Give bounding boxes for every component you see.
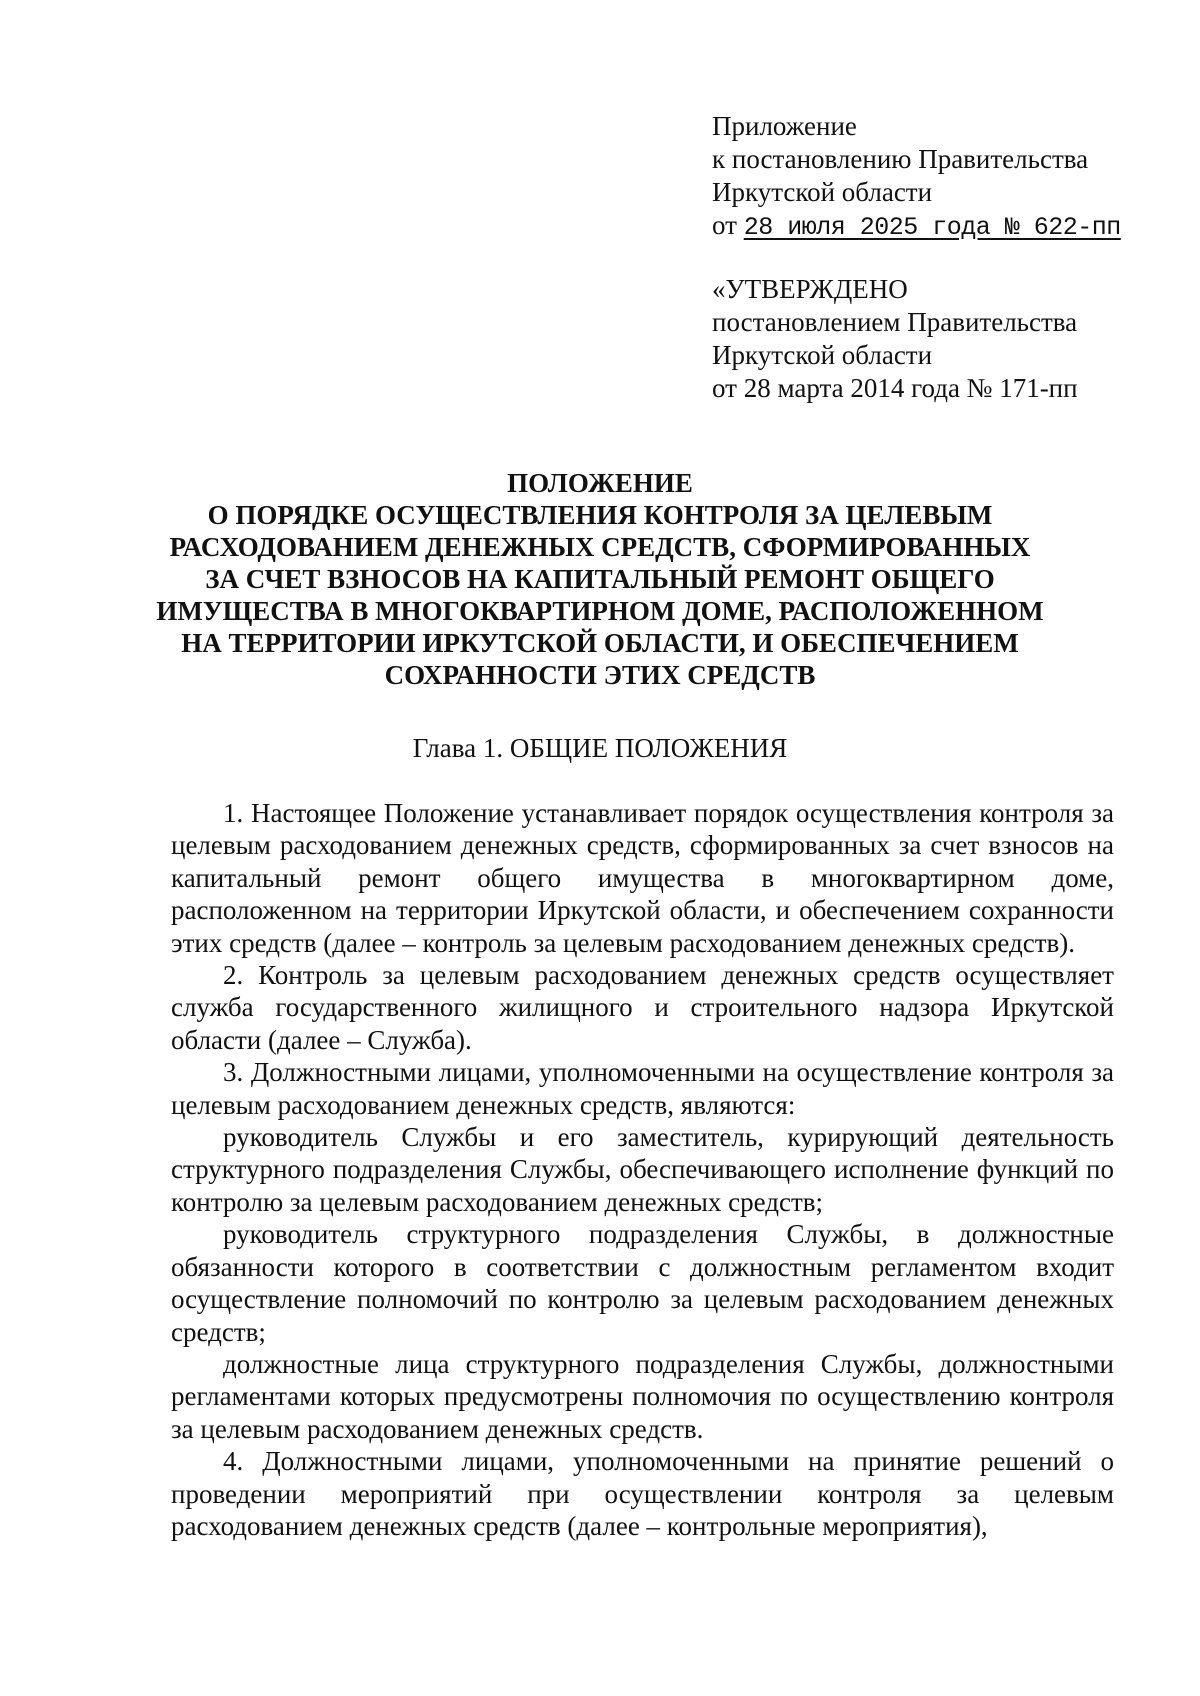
paragraph-1: 1. Настоящее Положение устанавливает порядок осуществления контроля за целевым расходованием денежных средств, сформированных за счет взносов на капитальный ремонт общего имущества в многоквартирном доме, расположенном на территории Иркутской области, и обеспечением сохранности этих средств (далее – контроль за целевым расходованием денежных средств). [171,798,1114,958]
title-line-3: РАСХОДОВАНИЕМ ДЕНЕЖНЫХ СРЕДСТВ, СФОРМИРОВАННЫХ [169,532,1031,562]
annex-date-prefix: от [712,210,737,240]
document-title [150,467,1050,691]
annex-line-3: Иркутской области [712,177,933,207]
title-line-4: ЗА СЧЕТ ВЗНОСОВ НА КАПИТАЛЬНЫЙ РЕМОНТ ОБЩЕГО [205,564,995,594]
title-line-7: СОХРАННОСТИ ЭТИХ СРЕДСТВ [384,660,816,690]
paragraph-3-item-1: руководитель Службы и его заместитель, курирующий деятельность структурного подразделения Службы, обеспечивающего исполнение функций по контролю за целевым расходованием денежных средств; [171,1122,1114,1217]
approved-line-2: постановлением Правительства [712,307,1078,337]
annex-date-line [712,209,1192,244]
paragraph-3-item-2: руководитель структурного подразделения Службы, в должностные обязанности которого в соответствии с должностным регламентом входит осуществление полномочий по контролю за целевым расходованием денежных средств; [171,1219,1114,1347]
approved-line-4: от 28 марта 2014 года № 171-пп [712,373,1078,403]
paragraph-3-item-3: должностные лица структурного подразделения Службы, должностными регламентами которых предусмотрены полномочия по осуществлению контроля за целевым расходованием денежных средств. [171,1348,1114,1444]
title-line-5: ИМУЩЕСТВА В МНОГОКВАРТИРНОМ ДОМЕ, РАСПОЛОЖЕННОМ [156,596,1044,626]
chapter-heading: Глава 1. ОБЩИЕ ПОЛОЖЕНИЯ [412,733,788,763]
approved-line-3: Иркутской области [712,340,933,370]
title-line-2: О ПОРЯДКЕ ОСУЩЕСТВЛЕНИЯ КОНТРОЛЯ ЗА ЦЕЛЕВЫМ [207,500,993,530]
annex-line-2: к постановлению Правительства [712,144,1089,174]
paragraph-4: 4. Должностными лицами, уполномоченными на принятие решений о проведении мероприятий при осуществлении контроля за целевым расходованием денежных средств (далее – контрольные мероприятия), [171,1446,1114,1541]
title-line-6: НА ТЕРРИТОРИИ ИРКУТСКОЙ ОБЛАСТИ, И ОБЕСПЕЧЕНИЕМ [181,628,1019,658]
annex-date-value: 28 июля 2025 года № 622-пп [743,213,1121,242]
body-text [171,797,1114,1542]
paragraph-3: 3. Должностными лицами, уполномоченными на осуществление контроля за целевым расходованием денежных средств, являются: [171,1057,1114,1120]
approved-block [712,273,1192,405]
annex-block [712,110,1192,244]
annex-line-1: Приложение [712,111,857,141]
approved-line-1: «УТВЕРЖДЕНО [712,274,908,304]
title-line-1: ПОЛОЖЕНИЕ [507,468,693,498]
paragraph-2: 2. Контроль за целевым расходованием денежных средств осуществляет служба государственного жилищного и строительного надзора Иркутской области (далее – Служба). [171,960,1114,1055]
